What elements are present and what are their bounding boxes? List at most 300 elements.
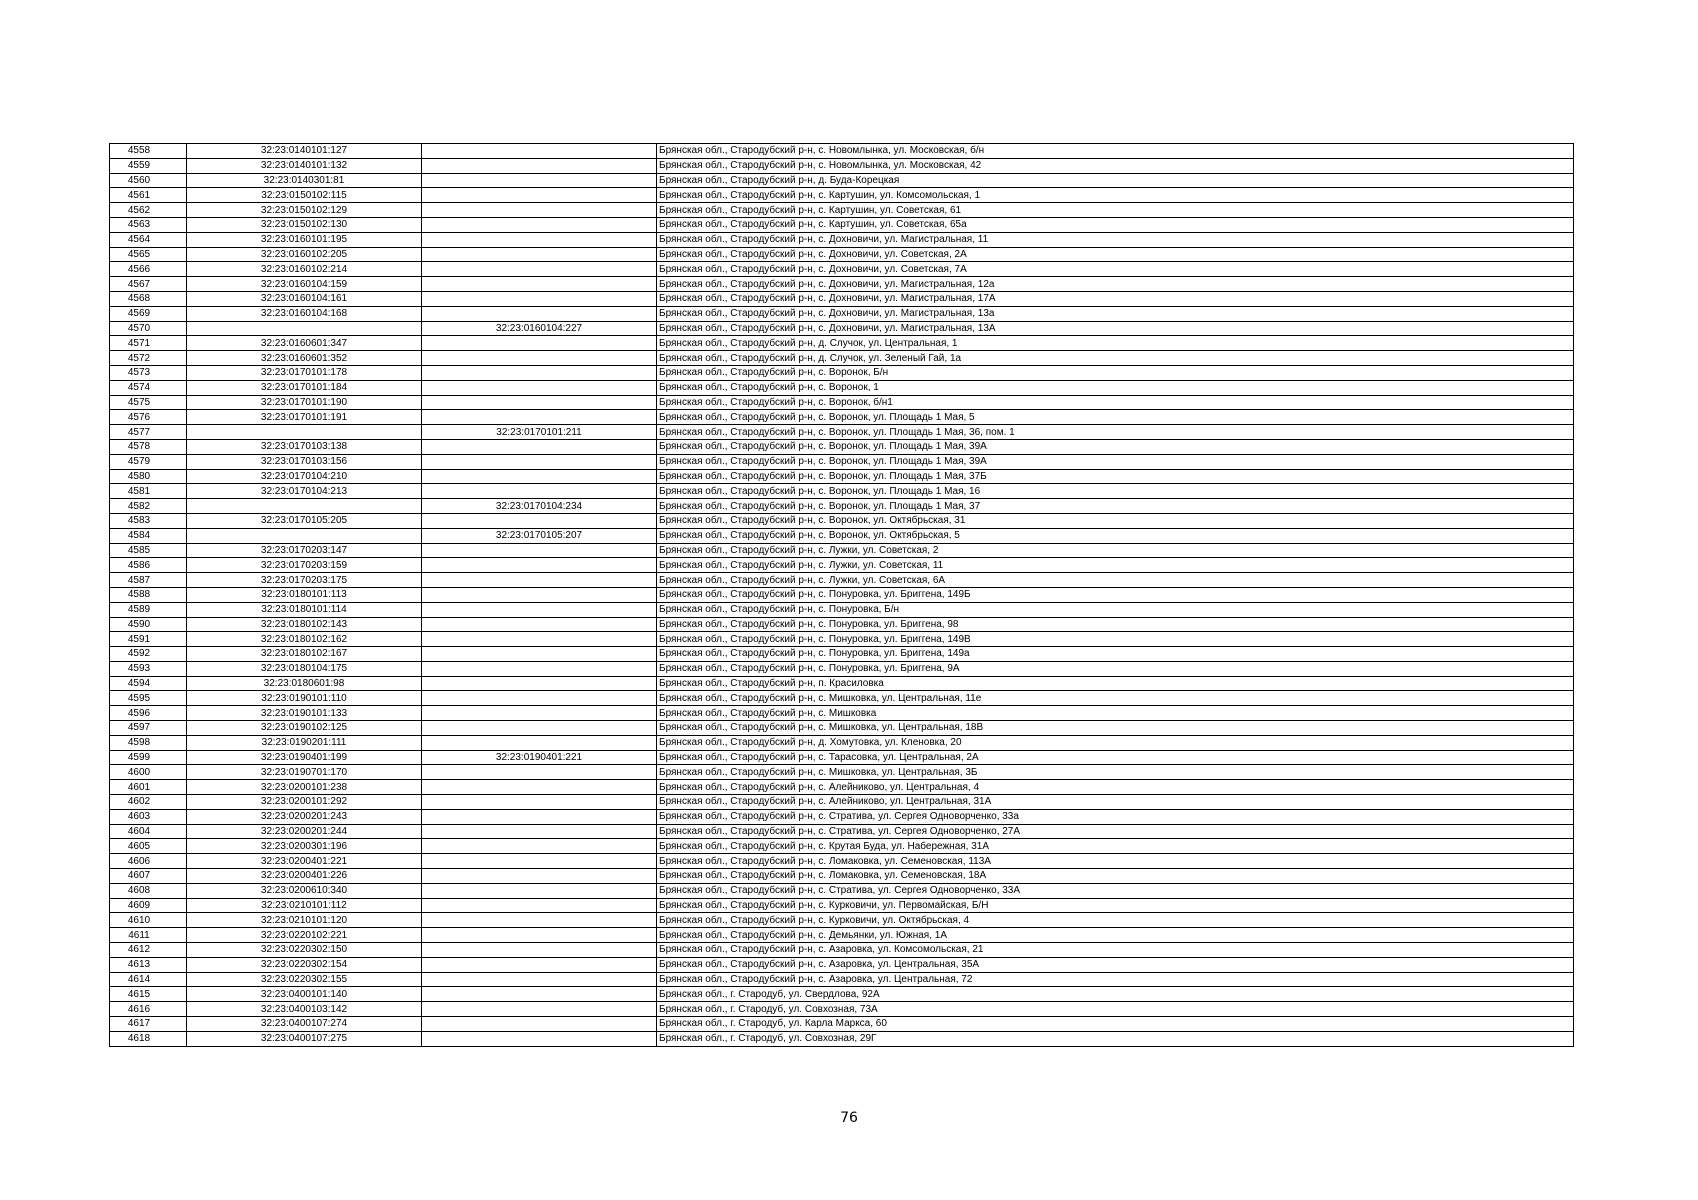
row-number-cell: 4583 <box>110 513 187 528</box>
address-cell: Брянская обл., Стародубский р-н, с. Картушин, ул. Советская, 65а <box>657 217 1574 232</box>
table-row <box>110 558 1574 573</box>
cadastral-number-cell: 32:23:0180102:143 <box>187 617 422 632</box>
address-cell: Брянская обл., Стародубский р-н, с. Мишковка, ул. Центральная, 18В <box>657 721 1574 736</box>
address-cell: Брянская обл., Стародубский р-н, с. Воронок, ул. Площадь 1 Мая, 37Б <box>657 469 1574 484</box>
table-row <box>110 336 1574 351</box>
address-cell: Брянская обл., Стародубский р-н, с. Крутая Буда, ул. Набережная, 31А <box>657 839 1574 854</box>
cadastral-number-cell: 32:23:0220302:150 <box>187 943 422 958</box>
cadastral-number-cell: 32:23:0170203:175 <box>187 573 422 588</box>
cadastral-number-cell: 32:23:0180102:167 <box>187 647 422 662</box>
additional-cadastral-number-cell <box>422 721 657 736</box>
row-number-cell: 4582 <box>110 499 187 514</box>
additional-cadastral-number-cell <box>422 691 657 706</box>
address-cell: Брянская обл., Стародубский р-н, с. Тарасовка, ул. Центральная, 2А <box>657 750 1574 765</box>
additional-cadastral-number-cell <box>422 676 657 691</box>
row-number-cell: 4575 <box>110 395 187 410</box>
row-number-cell: 4559 <box>110 158 187 173</box>
row-number-cell: 4574 <box>110 380 187 395</box>
cadastral-number-cell: 32:23:0170101:191 <box>187 410 422 425</box>
cadastral-number-cell: 32:23:0160104:168 <box>187 306 422 321</box>
address-cell: Брянская обл., Стародубский р-н, с. Воронок, ул. Октябрьская, 5 <box>657 528 1574 543</box>
additional-cadastral-number-cell <box>422 173 657 188</box>
row-number-cell: 4605 <box>110 839 187 854</box>
cadastral-number-cell: 32:23:0170101:178 <box>187 365 422 380</box>
table-row <box>110 721 1574 736</box>
table-row <box>110 587 1574 602</box>
row-number-cell: 4612 <box>110 943 187 958</box>
table-row <box>110 351 1574 366</box>
address-cell: Брянская обл., Стародубский р-н, с. Дохновичи, ул. Советская, 7А <box>657 262 1574 277</box>
address-cell: Брянская обл., Стародубский р-н, с. Новомлынка, ул. Московская, 42 <box>657 158 1574 173</box>
table-row <box>110 454 1574 469</box>
address-cell: Брянская обл., Стародубский р-н, с. Воронок, ул. Площадь 1 Мая, 36, пом. 1 <box>657 425 1574 440</box>
row-number-cell: 4563 <box>110 217 187 232</box>
cadastral-number-cell: 32:23:0210101:112 <box>187 898 422 913</box>
additional-cadastral-number-cell <box>422 158 657 173</box>
row-number-cell: 4593 <box>110 661 187 676</box>
row-number-cell: 4567 <box>110 277 187 292</box>
cadastral-number-cell: 32:23:0190102:125 <box>187 721 422 736</box>
row-number-cell: 4600 <box>110 765 187 780</box>
row-number-cell: 4586 <box>110 558 187 573</box>
cadastral-number-cell: 32:23:0190101:133 <box>187 706 422 721</box>
additional-cadastral-number-cell <box>422 573 657 588</box>
additional-cadastral-number-cell <box>422 869 657 884</box>
address-cell: Брянская обл., Стародубский р-н, с. Понуровка, ул. Бриггена, 9А <box>657 661 1574 676</box>
row-number-cell: 4566 <box>110 262 187 277</box>
cadastral-number-cell: 32:23:0160104:161 <box>187 291 422 306</box>
address-cell: Брянская обл., Стародубский р-н, д. Случок, ул. Зеленый Гай, 1а <box>657 351 1574 366</box>
additional-cadastral-number-cell <box>422 262 657 277</box>
table-row <box>110 425 1574 440</box>
address-cell: Брянская обл., Стародубский р-н, с. Понуровка, ул. Бриггена, 98 <box>657 617 1574 632</box>
address-cell: Брянская обл., г. Стародуб, ул. Совхозная, 29Г <box>657 1031 1574 1046</box>
row-number-cell: 4599 <box>110 750 187 765</box>
address-cell: Брянская обл., Стародубский р-н, с. Картушин, ул. Комсомольская, 1 <box>657 188 1574 203</box>
row-number-cell: 4603 <box>110 809 187 824</box>
table-row <box>110 484 1574 499</box>
address-cell: Брянская обл., Стародубский р-н, с. Курковичи, ул. Октябрьская, 4 <box>657 913 1574 928</box>
table-row <box>110 262 1574 277</box>
additional-cadastral-number-cell <box>422 203 657 218</box>
cadastral-number-cell <box>187 321 422 336</box>
additional-cadastral-number-cell: 32:23:0190401:221 <box>422 750 657 765</box>
table-row <box>110 824 1574 839</box>
table-row <box>110 1017 1574 1032</box>
cadastral-number-cell: 32:23:0200301:196 <box>187 839 422 854</box>
cadastral-number-cell <box>187 499 422 514</box>
additional-cadastral-number-cell: 32:23:0160104:227 <box>422 321 657 336</box>
table-row <box>110 647 1574 662</box>
cadastral-number-cell: 32:23:0160102:205 <box>187 247 422 262</box>
additional-cadastral-number-cell <box>422 247 657 262</box>
row-number-cell: 4558 <box>110 144 187 159</box>
row-number-cell: 4591 <box>110 632 187 647</box>
address-cell: Брянская обл., Стародубский р-н, с. Алейниково, ул. Центральная, 4 <box>657 780 1574 795</box>
additional-cadastral-number-cell <box>422 543 657 558</box>
table-row <box>110 735 1574 750</box>
cadastral-number-cell <box>187 425 422 440</box>
table-row <box>110 602 1574 617</box>
table-row <box>110 913 1574 928</box>
additional-cadastral-number-cell <box>422 883 657 898</box>
cadastral-number-cell <box>187 528 422 543</box>
table-row <box>110 469 1574 484</box>
additional-cadastral-number-cell <box>422 232 657 247</box>
address-cell: Брянская обл., Стародубский р-н, с. Стратива, ул. Сергея Одноворченко, 27А <box>657 824 1574 839</box>
cadastral-number-cell: 32:23:0180104:175 <box>187 661 422 676</box>
table-row <box>110 203 1574 218</box>
additional-cadastral-number-cell <box>422 188 657 203</box>
cadastral-number-cell: 32:23:0170104:213 <box>187 484 422 499</box>
address-cell: Брянская обл., Стародубский р-н, с. Курковичи, ул. Первомайская, Б/Н <box>657 898 1574 913</box>
table-row <box>110 972 1574 987</box>
table-body <box>110 144 1574 1047</box>
table-row <box>110 750 1574 765</box>
address-cell: Брянская обл., Стародубский р-н, с. Мишковка, ул. Центральная, 11е <box>657 691 1574 706</box>
additional-cadastral-number-cell <box>422 913 657 928</box>
table-row <box>110 291 1574 306</box>
address-cell: Брянская обл., Стародубский р-н, с. Ломаковка, ул. Семеновская, 113А <box>657 854 1574 869</box>
address-cell: Брянская обл., Стародубский р-н, с. Мишковка <box>657 706 1574 721</box>
address-cell: Брянская обл., Стародубский р-н, с. Лужки, ул. Советская, 11 <box>657 558 1574 573</box>
additional-cadastral-number-cell <box>422 632 657 647</box>
additional-cadastral-number-cell <box>422 587 657 602</box>
row-number-cell: 4570 <box>110 321 187 336</box>
address-cell: Брянская обл., Стародубский р-н, с. Воронок, ул. Площадь 1 Мая, 39А <box>657 454 1574 469</box>
additional-cadastral-number-cell <box>422 1031 657 1046</box>
cadastral-number-cell: 32:23:0200610:340 <box>187 883 422 898</box>
table-row <box>110 543 1574 558</box>
table-row <box>110 513 1574 528</box>
cadastral-number-cell: 32:23:0190401:199 <box>187 750 422 765</box>
additional-cadastral-number-cell <box>422 513 657 528</box>
row-number-cell: 4618 <box>110 1031 187 1046</box>
cadastral-number-cell: 32:23:0400103:142 <box>187 1002 422 1017</box>
additional-cadastral-number-cell <box>422 928 657 943</box>
cadastral-number-cell: 32:23:0200201:244 <box>187 824 422 839</box>
additional-cadastral-number-cell <box>422 484 657 499</box>
row-number-cell: 4573 <box>110 365 187 380</box>
additional-cadastral-number-cell <box>422 291 657 306</box>
table-row <box>110 144 1574 159</box>
row-number-cell: 4609 <box>110 898 187 913</box>
row-number-cell: 4594 <box>110 676 187 691</box>
additional-cadastral-number-cell <box>422 661 657 676</box>
table-row <box>110 898 1574 913</box>
address-cell: Брянская обл., Стародубский р-н, с. Воронок, ул. Площадь 1 Мая, 39А <box>657 439 1574 454</box>
additional-cadastral-number-cell <box>422 943 657 958</box>
table-row <box>110 928 1574 943</box>
additional-cadastral-number-cell <box>422 395 657 410</box>
row-number-cell: 4564 <box>110 232 187 247</box>
cadastral-number-cell: 32:23:0150102:115 <box>187 188 422 203</box>
table-row <box>110 676 1574 691</box>
row-number-cell: 4606 <box>110 854 187 869</box>
cadastral-number-cell: 32:23:0220102:221 <box>187 928 422 943</box>
table-row <box>110 661 1574 676</box>
additional-cadastral-number-cell <box>422 144 657 159</box>
cadastral-number-cell: 32:23:0170203:147 <box>187 543 422 558</box>
additional-cadastral-number-cell <box>422 351 657 366</box>
address-cell: Брянская обл., Стародубский р-н, с. Азаровка, ул. Центральная, 72 <box>657 972 1574 987</box>
address-cell: Брянская обл., Стародубский р-н, с. Лужки, ул. Советская, 2 <box>657 543 1574 558</box>
cadastral-number-cell: 32:23:0170101:184 <box>187 380 422 395</box>
cadastral-number-cell: 32:23:0180601:98 <box>187 676 422 691</box>
additional-cadastral-number-cell <box>422 987 657 1002</box>
address-cell: Брянская обл., Стародубский р-н, с. Воронок, б/н1 <box>657 395 1574 410</box>
table-row <box>110 839 1574 854</box>
address-cell: Брянская обл., Стародубский р-н, с. Воронок, ул. Площадь 1 Мая, 37 <box>657 499 1574 514</box>
address-cell: Брянская обл., Стародубский р-н, д. Хомутовка, ул. Кленовка, 20 <box>657 735 1574 750</box>
cadastral-number-cell: 32:23:0170103:156 <box>187 454 422 469</box>
additional-cadastral-number-cell <box>422 306 657 321</box>
address-cell: Брянская обл., Стародубский р-н, с. Ломаковка, ул. Семеновская, 18А <box>657 869 1574 884</box>
additional-cadastral-number-cell <box>422 410 657 425</box>
table-row <box>110 765 1574 780</box>
address-cell: Брянская обл., Стародубский р-н, с. Воронок, Б/н <box>657 365 1574 380</box>
row-number-cell: 4562 <box>110 203 187 218</box>
row-number-cell: 4581 <box>110 484 187 499</box>
table-row <box>110 573 1574 588</box>
table-row <box>110 809 1574 824</box>
row-number-cell: 4584 <box>110 528 187 543</box>
cadastral-number-cell: 32:23:0200101:238 <box>187 780 422 795</box>
cadastral-number-cell: 32:23:0170103:138 <box>187 439 422 454</box>
row-number-cell: 4588 <box>110 587 187 602</box>
cadastral-number-cell: 32:23:0160104:159 <box>187 277 422 292</box>
additional-cadastral-number-cell <box>422 647 657 662</box>
additional-cadastral-number-cell <box>422 898 657 913</box>
additional-cadastral-number-cell <box>422 277 657 292</box>
additional-cadastral-number-cell <box>422 1017 657 1032</box>
address-cell: Брянская обл., Стародубский р-н, с. Воронок, ул. Октябрьская, 31 <box>657 513 1574 528</box>
additional-cadastral-number-cell <box>422 735 657 750</box>
address-cell: Брянская обл., Стародубский р-н, с. Воронок, ул. Площадь 1 Мая, 5 <box>657 410 1574 425</box>
row-number-cell: 4590 <box>110 617 187 632</box>
cadastral-number-cell: 32:23:0220302:155 <box>187 972 422 987</box>
address-cell: Брянская обл., Стародубский р-н, с. Стратива, ул. Сергея Одноворченко, 33а <box>657 809 1574 824</box>
address-cell: Брянская обл., Стародубский р-н, с. Азаровка, ул. Центральная, 35А <box>657 957 1574 972</box>
row-number-cell: 4569 <box>110 306 187 321</box>
address-cell: Брянская обл., Стародубский р-н, с. Стратива, ул. Сергея Одноворченко, 33А <box>657 883 1574 898</box>
row-number-cell: 4571 <box>110 336 187 351</box>
table-row <box>110 247 1574 262</box>
table-row <box>110 1002 1574 1017</box>
additional-cadastral-number-cell <box>422 957 657 972</box>
row-number-cell: 4598 <box>110 735 187 750</box>
additional-cadastral-number-cell <box>422 617 657 632</box>
additional-cadastral-number-cell <box>422 972 657 987</box>
additional-cadastral-number-cell <box>422 765 657 780</box>
row-number-cell: 4614 <box>110 972 187 987</box>
cadastral-number-cell: 32:23:0180101:114 <box>187 602 422 617</box>
address-cell: Брянская обл., Стародубский р-н, с. Воронок, ул. Площадь 1 Мая, 16 <box>657 484 1574 499</box>
additional-cadastral-number-cell <box>422 602 657 617</box>
row-number-cell: 4613 <box>110 957 187 972</box>
row-number-cell: 4602 <box>110 795 187 810</box>
address-cell: Брянская обл., Стародубский р-н, с. Новомлынка, ул. Московская, б/н <box>657 144 1574 159</box>
address-cell: Брянская обл., Стародубский р-н, с. Лужки, ул. Советская, 6А <box>657 573 1574 588</box>
table-row <box>110 1031 1574 1046</box>
cadastral-number-cell: 32:23:0200401:226 <box>187 869 422 884</box>
cadastral-number-cell: 32:23:0400101:140 <box>187 987 422 1002</box>
address-cell: Брянская обл., Стародубский р-н, с. Азаровка, ул. Комсомольская, 21 <box>657 943 1574 958</box>
row-number-cell: 4596 <box>110 706 187 721</box>
cadastral-number-cell: 32:23:0210101:120 <box>187 913 422 928</box>
cadastral-number-cell: 32:23:0170105:205 <box>187 513 422 528</box>
address-cell: Брянская обл., Стародубский р-н, с. Дохновичи, ул. Магистральная, 13а <box>657 306 1574 321</box>
table-row <box>110 410 1574 425</box>
table-row <box>110 883 1574 898</box>
cadastral-number-cell: 32:23:0400107:275 <box>187 1031 422 1046</box>
additional-cadastral-number-cell <box>422 706 657 721</box>
cadastral-number-cell: 32:23:0190701:170 <box>187 765 422 780</box>
row-number-cell: 4601 <box>110 780 187 795</box>
additional-cadastral-number-cell <box>422 365 657 380</box>
row-number-cell: 4578 <box>110 439 187 454</box>
table-row <box>110 188 1574 203</box>
additional-cadastral-number-cell <box>422 380 657 395</box>
cadastral-number-cell: 32:23:0400107:274 <box>187 1017 422 1032</box>
additional-cadastral-number-cell <box>422 809 657 824</box>
address-cell: Брянская обл., Стародубский р-н, с. Воронок, 1 <box>657 380 1574 395</box>
table-row <box>110 499 1574 514</box>
address-cell: Брянская обл., Стародубский р-н, с. Понуровка, ул. Бриггена, 149а <box>657 647 1574 662</box>
address-cell: Брянская обл., Стародубский р-н, с. Алейниково, ул. Центральная, 31А <box>657 795 1574 810</box>
row-number-cell: 4577 <box>110 425 187 440</box>
address-cell: Брянская обл., Стародубский р-н, д. Случок, ул. Центральная, 1 <box>657 336 1574 351</box>
cadastral-number-cell: 32:23:0170203:159 <box>187 558 422 573</box>
row-number-cell: 4568 <box>110 291 187 306</box>
row-number-cell: 4580 <box>110 469 187 484</box>
table-row <box>110 380 1574 395</box>
row-number-cell: 4611 <box>110 928 187 943</box>
cadastral-number-cell: 32:23:0220302:154 <box>187 957 422 972</box>
table-row <box>110 691 1574 706</box>
property-register-table <box>109 143 1574 1047</box>
cadastral-number-cell: 32:23:0160601:347 <box>187 336 422 351</box>
row-number-cell: 4565 <box>110 247 187 262</box>
cadastral-number-cell: 32:23:0200401:221 <box>187 854 422 869</box>
additional-cadastral-number-cell <box>422 854 657 869</box>
cadastral-number-cell: 32:23:0160102:214 <box>187 262 422 277</box>
table-row <box>110 795 1574 810</box>
row-number-cell: 4589 <box>110 602 187 617</box>
table-row <box>110 780 1574 795</box>
table-row <box>110 987 1574 1002</box>
cadastral-number-cell: 32:23:0170101:190 <box>187 395 422 410</box>
cadastral-number-cell: 32:23:0190101:110 <box>187 691 422 706</box>
table-row <box>110 173 1574 188</box>
address-cell: Брянская обл., Стародубский р-н, с. Дохновичи, ул. Советская, 2А <box>657 247 1574 262</box>
row-number-cell: 4576 <box>110 410 187 425</box>
cadastral-number-cell: 32:23:0200201:243 <box>187 809 422 824</box>
cadastral-number-cell: 32:23:0190201:111 <box>187 735 422 750</box>
address-cell: Брянская обл., Стародубский р-н, с. Демьянки, ул. Южная, 1А <box>657 928 1574 943</box>
table-row <box>110 232 1574 247</box>
cadastral-number-cell: 32:23:0140301:81 <box>187 173 422 188</box>
address-cell: Брянская обл., Стародубский р-н, с. Мишковка, ул. Центральная, 3Б <box>657 765 1574 780</box>
row-number-cell: 4595 <box>110 691 187 706</box>
row-number-cell: 4579 <box>110 454 187 469</box>
cadastral-number-cell: 32:23:0160601:352 <box>187 351 422 366</box>
row-number-cell: 4587 <box>110 573 187 588</box>
table-row <box>110 957 1574 972</box>
additional-cadastral-number-cell <box>422 795 657 810</box>
table-row <box>110 854 1574 869</box>
row-number-cell: 4607 <box>110 869 187 884</box>
table-row <box>110 217 1574 232</box>
address-cell: Брянская обл., г. Стародуб, ул. Карла Маркса, 60 <box>657 1017 1574 1032</box>
cadastral-number-cell: 32:23:0140101:127 <box>187 144 422 159</box>
table-row <box>110 439 1574 454</box>
table-row <box>110 321 1574 336</box>
address-cell: Брянская обл., Стародубский р-н, с. Дохновичи, ул. Магистральная, 11 <box>657 232 1574 247</box>
row-number-cell: 4560 <box>110 173 187 188</box>
table-row <box>110 365 1574 380</box>
row-number-cell: 4610 <box>110 913 187 928</box>
row-number-cell: 4561 <box>110 188 187 203</box>
additional-cadastral-number-cell: 32:23:0170104:234 <box>422 499 657 514</box>
additional-cadastral-number-cell <box>422 1002 657 1017</box>
additional-cadastral-number-cell <box>422 454 657 469</box>
row-number-cell: 4608 <box>110 883 187 898</box>
address-cell: Брянская обл., г. Стародуб, ул. Свердлова, 92А <box>657 987 1574 1002</box>
additional-cadastral-number-cell <box>422 439 657 454</box>
additional-cadastral-number-cell <box>422 469 657 484</box>
table-row <box>110 306 1574 321</box>
address-cell: Брянская обл., г. Стародуб, ул. Совхозная, 73А <box>657 1002 1574 1017</box>
address-cell: Брянская обл., Стародубский р-н, д. Буда-Корецкая <box>657 173 1574 188</box>
address-cell: Брянская обл., Стародубский р-н, с. Понуровка, ул. Бриггена, 149В <box>657 632 1574 647</box>
address-cell: Брянская обл., Стародубский р-н, с. Дохновичи, ул. Магистральная, 13А <box>657 321 1574 336</box>
table-row <box>110 632 1574 647</box>
address-cell: Брянская обл., Стародубский р-н, с. Понуровка, ул. Бриггена, 149Б <box>657 587 1574 602</box>
table-row <box>110 943 1574 958</box>
additional-cadastral-number-cell: 32:23:0170105:207 <box>422 528 657 543</box>
table-row <box>110 395 1574 410</box>
table-row <box>110 528 1574 543</box>
address-cell: Брянская обл., Стародубский р-н, с. Дохновичи, ул. Магистральная, 12а <box>657 277 1574 292</box>
table-row <box>110 277 1574 292</box>
additional-cadastral-number-cell <box>422 217 657 232</box>
table-row <box>110 617 1574 632</box>
cadastral-number-cell: 32:23:0140101:132 <box>187 158 422 173</box>
additional-cadastral-number-cell <box>422 824 657 839</box>
row-number-cell: 4617 <box>110 1017 187 1032</box>
table-row <box>110 869 1574 884</box>
cadastral-number-cell: 32:23:0170104:210 <box>187 469 422 484</box>
cadastral-number-cell: 32:23:0150102:129 <box>187 203 422 218</box>
additional-cadastral-number-cell <box>422 558 657 573</box>
address-cell: Брянская обл., Стародубский р-н, п. Красиловка <box>657 676 1574 691</box>
row-number-cell: 4592 <box>110 647 187 662</box>
row-number-cell: 4615 <box>110 987 187 1002</box>
cadastral-number-cell: 32:23:0200101:292 <box>187 795 422 810</box>
cadastral-number-cell: 32:23:0150102:130 <box>187 217 422 232</box>
cadastral-number-cell: 32:23:0180101:113 <box>187 587 422 602</box>
row-number-cell: 4597 <box>110 721 187 736</box>
address-cell: Брянская обл., Стародубский р-н, с. Понуровка, Б/н <box>657 602 1574 617</box>
page-number: 76 <box>840 1110 858 1126</box>
additional-cadastral-number-cell: 32:23:0170101:211 <box>422 425 657 440</box>
additional-cadastral-number-cell <box>422 336 657 351</box>
row-number-cell: 4572 <box>110 351 187 366</box>
address-cell: Брянская обл., Стародубский р-н, с. Дохновичи, ул. Магистральная, 17А <box>657 291 1574 306</box>
additional-cadastral-number-cell <box>422 780 657 795</box>
cadastral-number-cell: 32:23:0180102:162 <box>187 632 422 647</box>
